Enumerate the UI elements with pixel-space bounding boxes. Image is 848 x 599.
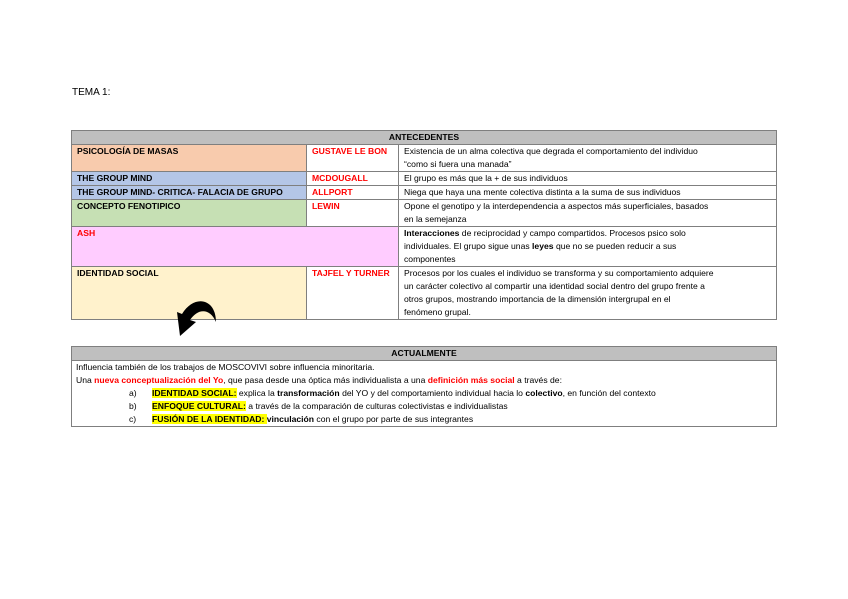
concept-cell: PSICOLOGÍA DE MASAS (72, 145, 307, 172)
text: de reciprocidad y campo compartidos. Procesos psico solo (459, 228, 686, 238)
bold-text: Interacciones (404, 228, 460, 238)
text-line (76, 374, 772, 387)
author-cell: LEWIN (307, 200, 399, 227)
concept-cell: THE GROUP MIND- CRITICA- FALACIA DE GRUPO (72, 186, 307, 200)
concept-cell: IDENTIDAD SOCIAL (72, 267, 307, 320)
table-row (72, 172, 777, 186)
description-line: “como si fuera una manada” (404, 159, 512, 169)
author-cell: GUSTAVE LE BON (307, 145, 399, 172)
description-cell: El grupo es más que la + de sus individuos (399, 172, 777, 186)
keyword: FUSIÓN DE LA IDENTIDAD (152, 414, 262, 424)
text: del YO y del comportamiento individual hacia lo (339, 388, 526, 398)
description-line: un carácter colectivo al compartir una identidad social dentro del grupo frente a (404, 281, 705, 291)
description-line: en la semejanza (404, 214, 467, 224)
text: individuales. El grupo sigue unas (404, 241, 533, 251)
curved-arrow-icon (160, 292, 222, 352)
author-cell: TAJFEL Y TURNER (307, 267, 399, 320)
table-row (72, 361, 777, 427)
page-heading: TEMA 1: (72, 87, 111, 98)
highlight-text: nueva conceptualización del Yo (94, 375, 224, 385)
keyword: : (261, 414, 267, 424)
description-line: fenómeno grupal. (404, 307, 471, 317)
table-row (72, 227, 777, 267)
text: , en función del contexto (562, 388, 656, 398)
text: que no se pueden reducir a sus (553, 241, 677, 251)
description-cell: Niega que haya una mente colectiva distinta a la suma de sus individuos (399, 186, 777, 200)
actualmente-header: ACTUALMENTE (72, 347, 777, 361)
antecedentes-header: ANTECEDENTES (72, 131, 777, 145)
bold-text: transformación (277, 388, 340, 398)
description-line: Existencia de un alma colectiva que degrada el comportamiento del individuo (404, 146, 698, 156)
bold-text: vinculación (266, 414, 315, 424)
concept-cell: ASH (72, 227, 399, 267)
description-cell (399, 200, 777, 227)
author-cell: MCDOUGALL (307, 172, 399, 186)
description-line: Procesos por los cuales el individuo se transforma y su comportamiento adquiere (404, 268, 714, 278)
author-cell: ALLPORT (307, 186, 399, 200)
text: a través de la comparación de culturas colectivistas e individualistas (245, 401, 508, 411)
list-label: c) (129, 414, 137, 424)
description-cell (399, 267, 777, 320)
actualmente-body (72, 361, 777, 427)
text: con el grupo por parte de sus integrantes (314, 414, 474, 424)
description-line: Opone el genotipo y la interdependencia a aspectos más superficiales, basados (404, 201, 709, 211)
description-line: otros grupos, mostrando importancia de la dimensión intergrupal en el (404, 294, 671, 304)
list-label: b) (129, 401, 137, 411)
bold-text: leyes (532, 241, 554, 251)
text: componentes (404, 254, 456, 264)
description-cell (399, 227, 777, 267)
list-item (76, 413, 772, 426)
bold-text: colectivo (525, 388, 563, 398)
list-item (76, 400, 772, 413)
text-line: Influencia también de los trabajos de MOSCOVIVI sobre influencia minoritaria. (76, 362, 375, 372)
concept-cell: CONCEPTO FENOTIPICO (72, 200, 307, 227)
text: a través de: (514, 375, 562, 385)
list-item (76, 387, 772, 400)
text: Una (76, 375, 95, 385)
highlight-text: definición más social (427, 375, 515, 385)
table-row (72, 200, 777, 227)
description-cell (399, 145, 777, 172)
actualmente-table (71, 346, 777, 427)
text: , que pasa desde una óptica más individualista a una (223, 375, 428, 385)
keyword: IDENTIDAD SOCIAL: (152, 388, 237, 398)
keyword: ENFOQUE CULTURAL: (152, 401, 246, 411)
table-row (72, 145, 777, 172)
concept-cell: THE GROUP MIND (72, 172, 307, 186)
table-row (72, 186, 777, 200)
list-label: a) (129, 388, 137, 398)
text: explica la (236, 388, 278, 398)
